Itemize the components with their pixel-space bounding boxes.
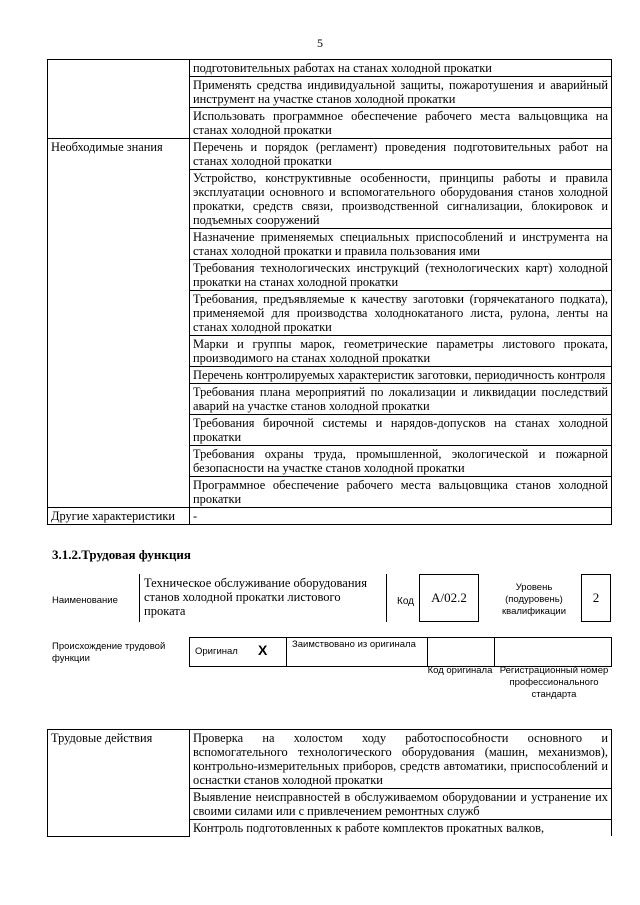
table-cell: Применять средства индивидуальной защиты, пожаротушения и аварийный инструмент на участке станов холодной прокатки	[190, 77, 612, 108]
table-cell: Контроль подготовленных к работе комплектов прокатных валков,	[190, 820, 612, 837]
table-cell: Устройство, конструктивные особенности, принципы работы и правила эксплуатации основного и вспомогательного оборудования станов холодной прокатки, средств связи, производственной сигнализации, блокировок и подъемных сооружений	[190, 170, 612, 229]
divider	[427, 637, 428, 667]
row-label-knowledge: Необходимые знания	[48, 139, 190, 508]
original-label: Оригинал	[195, 646, 238, 657]
row-label-other: Другие характеристики	[48, 508, 190, 525]
table-row	[48, 730, 612, 789]
table-cell: Требования технологических инструкций (технологических карт) холодной прокатки на станах холодной прокатки	[190, 260, 612, 291]
function-name: Техническое обслуживание оборудования станов холодной прокатки листового проката	[139, 574, 387, 622]
divider	[286, 637, 287, 667]
table-cell: подготовительных работах на станах холодной прокатки	[190, 60, 612, 77]
code-original-caption: Код оригинала	[427, 665, 493, 676]
table-row	[48, 139, 612, 170]
original-mark: X	[258, 642, 268, 658]
reg-number-caption: Регистрационный номер профессионального стандарта	[499, 665, 609, 700]
table-cell: Программное обеспечение рабочего места вальцовщика станов холодной прокатки	[190, 477, 612, 508]
page-number: 5	[317, 36, 323, 50]
name-label: Наименование	[52, 595, 118, 606]
table-cell: -	[190, 508, 612, 525]
skills-knowledge-table	[47, 59, 612, 525]
row-label	[48, 60, 190, 139]
table-cell: Требования плана мероприятий по локализации и ликвидации последствий аварий на участке станов холодной прокатки	[190, 384, 612, 415]
table-cell: Выявление неисправностей в обслуживаемом оборудовании и устранение их своими силами или с привлечением ремонтных служб	[190, 789, 612, 820]
table-cell: Требования бирочной системы и нарядов-допусков на станах холодной прокатки	[190, 415, 612, 446]
origin-label: Происхождение трудовой функции	[52, 641, 166, 664]
table-cell: Назначение применяемых специальных приспособлений и инструмента на станах холодной прокатки и правила пользования ими	[190, 229, 612, 260]
table-cell: Перечень контролируемых характеристик заготовки, периодичность контроля	[190, 367, 612, 384]
code-value: А/02.2	[419, 574, 479, 622]
table-row	[48, 508, 612, 525]
table-cell: Требования охраны труда, промышленной, экологической и пожарной безопасности на участке станов холодной прокатки	[190, 446, 612, 477]
table-cell: Перечень и порядок (регламент) проведения подготовительных работ на станах холодной прокатки	[190, 139, 612, 170]
row-label-actions: Трудовые действия	[48, 730, 190, 837]
level-label: Уровень (подуровень) квалификации	[501, 582, 567, 617]
borrowed-label: Заимствовано из оригинала	[292, 639, 416, 650]
section-title: 3.1.2.Трудовая функция	[52, 547, 191, 562]
table-cell: Проверка на холостом ходу работоспособности основного и вспомогательного технологического оборудования (машин, механизмов), контрольно-измерительных приборов, средств автоматики, приспособлений и оснастки станов холодной прокатки	[190, 730, 612, 789]
code-label: Код	[397, 596, 415, 607]
work-actions-table	[47, 729, 612, 837]
table-cell: Использовать программное обеспечение рабочего места вальцовщика на станах холодной прокатки	[190, 108, 612, 139]
table-row	[48, 60, 612, 77]
table-cell: Требования, предъявляемые к качеству заготовки (горячекатаного подката), применяемой для производства холоднокатаного листа, рулона, ленты на станах холодной прокатки	[190, 291, 612, 336]
divider	[494, 637, 495, 667]
level-value: 2	[581, 574, 611, 622]
table-cell: Марки и группы марок, геометрические параметры листового проката, производимого на станах холодной прокатки	[190, 336, 612, 367]
